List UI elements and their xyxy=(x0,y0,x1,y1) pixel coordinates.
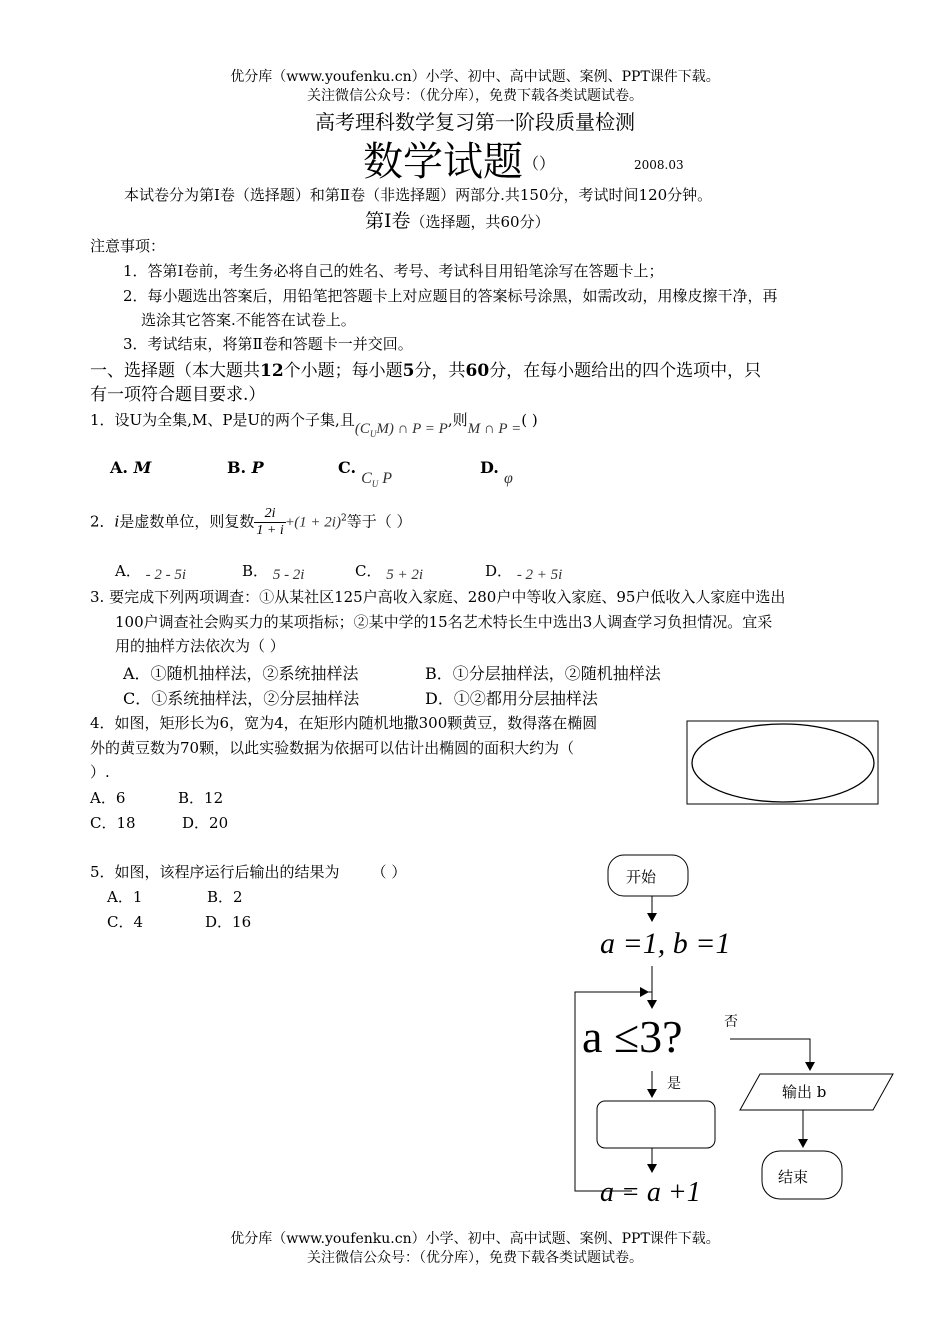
q1-formula-1-sub: U xyxy=(369,429,377,439)
q3-line-3: 用的抽样方法依次为（ ） xyxy=(115,637,285,655)
q4-line-3: ）. xyxy=(90,763,110,781)
exam-title-main: 数学试题 xyxy=(363,139,523,185)
q2-option-b-label: B． xyxy=(242,562,269,580)
q2-option-c-label: C． xyxy=(355,562,382,580)
section1-text-g: 分，在每小题给出的四个选项中，只 xyxy=(489,361,762,381)
q3-option-b: B．①分层抽样法，②随机抽样法 xyxy=(425,664,661,683)
q1-option-b-label: B. xyxy=(227,458,247,477)
flow-output-label: 输出 b xyxy=(782,1083,827,1101)
q2-frac-den: 1 + i xyxy=(256,523,284,538)
section1-text-c: 个小题；每小题 xyxy=(283,361,403,381)
notes-item-2: 2．每小题选出答案后，用铅笔把答题卡上对应题目的答案标号涂黑，如需改动，用橡皮擦干净，再 xyxy=(123,287,778,305)
header-line-1: 优分库（www.youfenku.cn）小学、初中、高中试题、案例、PPT课件下载。 xyxy=(230,69,720,85)
q2-exp: 2 xyxy=(340,513,347,524)
flow-end-label: 结束 xyxy=(778,1168,809,1186)
section1-text-a: 一、选择题（本大题共 xyxy=(90,361,260,381)
q1-blank: ( ) xyxy=(521,411,538,429)
q1-option-b-value: P xyxy=(251,458,264,477)
q3-option-a: A．①随机抽样法，②系统抽样法 xyxy=(123,664,359,683)
q1-formula-1-rest: M) ∩ P = P xyxy=(376,421,448,437)
q2-plus: + xyxy=(285,514,295,531)
q5-option-d: D．16 xyxy=(205,913,252,931)
q1-formula-1-a: (C xyxy=(354,421,370,437)
section1-text-e: 分，共 xyxy=(414,361,466,381)
q1-option-c-c: C xyxy=(361,470,372,487)
section1-heading-cont: 有一项符合题目要求.） xyxy=(90,385,266,405)
exam-title-paren: （） xyxy=(523,154,556,173)
exam-subtitle: 高考理科数学复习第一阶段质量检测 xyxy=(315,110,635,134)
section1-total: 60 xyxy=(465,361,490,381)
notes-item-2-cont: 选涂其它答案.不能答在试卷上。 xyxy=(141,311,356,329)
q2-option-b-value: 5 - 2i xyxy=(272,567,305,583)
q5-option-c: C．4 xyxy=(107,913,144,931)
q2-option-a-value: - 2 - 5i xyxy=(145,567,187,583)
flow-yes-label: 是 xyxy=(667,1076,681,1092)
q1-option-d-label: D. xyxy=(480,458,499,477)
q2-prefix: 2． xyxy=(90,512,115,531)
q2-option-d-value: - 2 + 5i xyxy=(516,567,563,583)
flow-init-label: a =1, b =1 xyxy=(600,927,731,960)
q3-option-c: C．①系统抽样法，②分层抽样法 xyxy=(123,689,360,708)
q2-expr: (1 + 2i) xyxy=(294,514,341,531)
footer-line-2: 关注微信公众号：（优分库），免费下载各类试题试卷。 xyxy=(307,1250,643,1266)
header-line-2: 关注微信公众号：（优分库），免费下载各类试题试卷。 xyxy=(307,88,643,104)
q2-option-a-label: A． xyxy=(115,562,141,580)
q2-option-d-label: D． xyxy=(485,562,513,580)
flow-process-box xyxy=(597,1101,715,1148)
exam-date: 2008.03 xyxy=(634,158,684,172)
section1-count: 12 xyxy=(260,361,284,381)
notes-item-3: 3．考试结束，将第Ⅱ卷和答题卡一并交回。 xyxy=(123,335,413,353)
part1-title: 第Ⅰ卷 xyxy=(365,210,411,232)
flow-incr-label: a = a +1 xyxy=(600,1177,701,1208)
q2-option-c-value: 5 + 2i xyxy=(386,567,424,583)
notes-heading: 注意事项： xyxy=(90,237,166,255)
q1-option-a-value: M xyxy=(133,458,152,477)
q3-line-2: 100户调查社会购买力的某项指标；②某中学的15名艺术特长生中选出3人调查学习负担情况。宜采 xyxy=(115,613,773,631)
flow-start-label: 开始 xyxy=(626,868,657,886)
q5-blank: （ ） xyxy=(371,863,407,881)
q1-then: ,则 xyxy=(447,411,468,429)
q1-text: 1．设U为全集,M、P是U的两个子集,且 xyxy=(90,411,355,429)
q1-formula-2: M ∩ P = xyxy=(467,421,522,437)
q5-option-b: B．2 xyxy=(207,888,243,906)
q3-line-1: 3. 要完成下列两项调查：①从某社区125户高收入家庭、280户中等收入家庭、95户低收入人家庭中选出 xyxy=(90,588,786,606)
q2-text-1: 是虚数单位，则复数 xyxy=(119,512,255,531)
q1-option-c-rest: P xyxy=(382,470,393,487)
notes-item-1: 1．答第Ⅰ卷前，考生务必将自己的姓名、考号、考试科目用铅笔涂写在答题卡上； xyxy=(123,262,664,280)
flow-cond-label: a ≤3? xyxy=(582,1011,683,1062)
q4-line-1: 4．如图，矩形长为6，宽为4，在矩形内随机地撒300颗黄豆，数得落在椭圆 xyxy=(90,714,598,732)
q4-option-d: D．20 xyxy=(182,814,229,832)
q4-option-c: C．18 xyxy=(90,814,136,832)
exam-intro: 本试卷分为第Ⅰ卷（选择题）和第Ⅱ卷（非选择题）两部分.共150分，考试时间120分钟。 xyxy=(124,186,713,204)
q1-option-c-sub: U xyxy=(371,479,379,490)
q1-option-d-value: φ xyxy=(503,470,513,487)
q1-option-a-label: A. xyxy=(110,458,128,477)
part1-subtitle: （选择题，共60分） xyxy=(410,213,550,231)
flow-no-label: 否 xyxy=(724,1014,738,1030)
q3-option-d: D．①②都用分层抽样法 xyxy=(425,689,598,708)
q2-i: i xyxy=(114,512,120,531)
flow-arrow-no xyxy=(730,1039,810,1070)
q2-text-2: 等于（ ） xyxy=(346,512,412,531)
q4-option-a: A．6 xyxy=(90,789,126,807)
q4-option-b: B．12 xyxy=(178,789,224,807)
section1-points: 5 xyxy=(402,361,415,381)
footer-line-1: 优分库（www.youfenku.cn）小学、初中、高中试题、案例、PPT课件下载。 xyxy=(230,1231,720,1247)
q5-text: 5．如图，该程序运行后输出的结果为 xyxy=(90,863,340,881)
q1-option-c-label: C. xyxy=(338,458,357,477)
q4-line-2: 外的黄豆数为70颗，以此实验数据为依据可以估计出椭圆的面积大约为（ xyxy=(90,739,575,757)
q5-option-a: A．1 xyxy=(107,888,143,906)
q2-frac-num: 2i xyxy=(254,506,285,523)
